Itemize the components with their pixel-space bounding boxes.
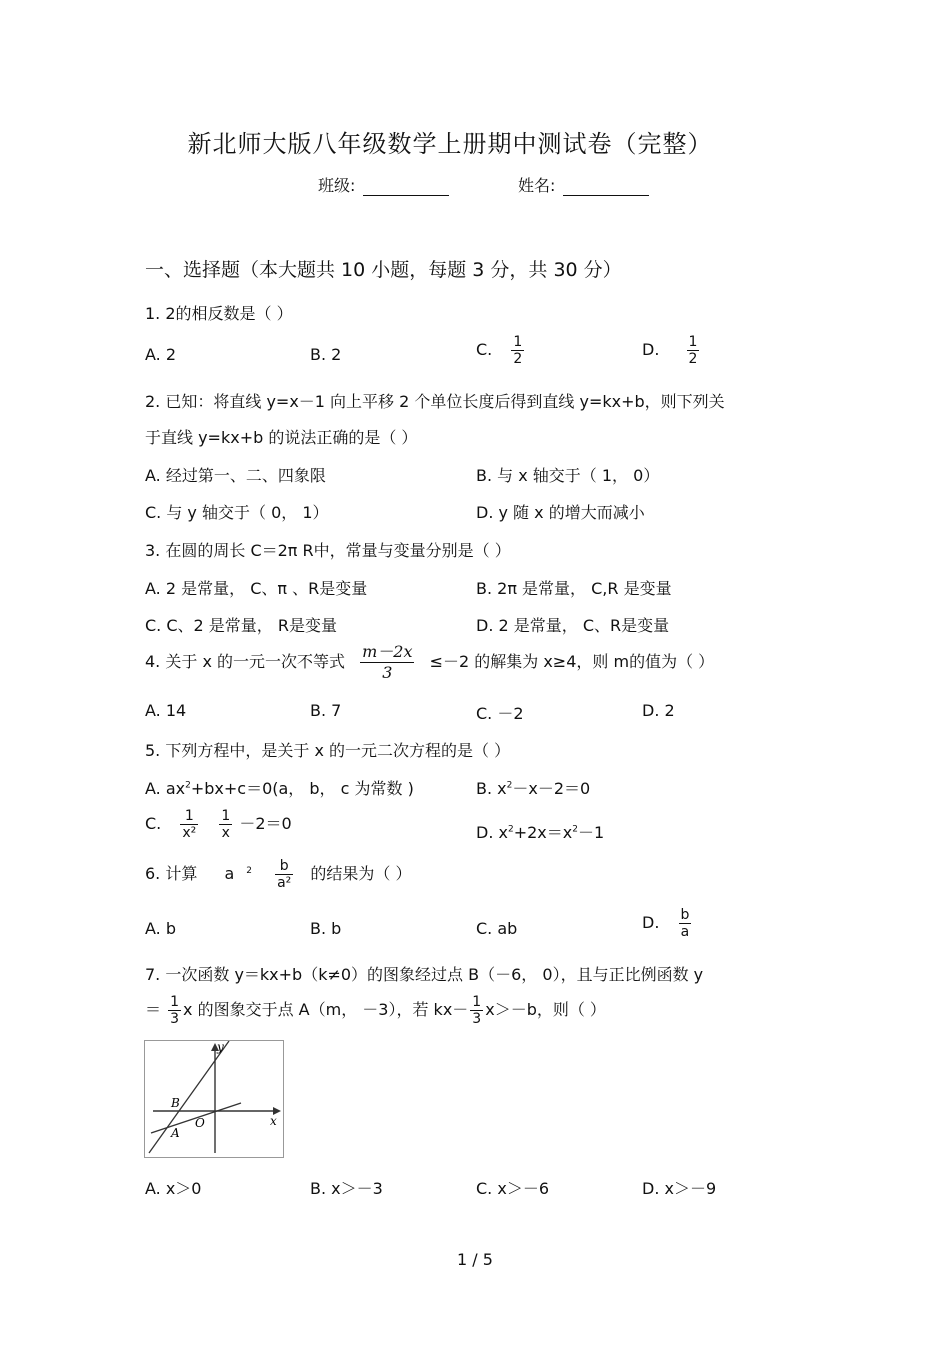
fraction-denominator: 3 bbox=[382, 663, 393, 682]
q7-option-a: A. x＞0 bbox=[145, 1179, 202, 1198]
section-title: 一、选择题（本大题共 10 小题，每题 3 分，共 30 分） bbox=[145, 259, 622, 281]
q5-option-d bbox=[476, 820, 604, 843]
question-2-stem-line2: 于直线 y=kx+b 的说法正确的是（ ） bbox=[145, 428, 418, 447]
q7-option-c: C. x＞－6 bbox=[476, 1179, 549, 1198]
question-6-fraction bbox=[275, 858, 293, 891]
fraction-denominator: 2 bbox=[513, 351, 523, 367]
fraction-numerator: 1 bbox=[221, 808, 231, 824]
question-7-line2-pre: ＝ bbox=[145, 1000, 162, 1019]
fraction-numerator: 1 bbox=[688, 334, 698, 350]
q5-option-d-text-post: －1 bbox=[577, 823, 605, 842]
q7-option-d: D. x＞－9 bbox=[642, 1179, 717, 1198]
q5-option-d-text-mid: +2x＝x bbox=[513, 823, 573, 842]
q5-option-b bbox=[476, 776, 590, 799]
question-3-stem: 3. 在圆的周长 C＝2π R中，常量与变量分别是（ ） bbox=[145, 541, 511, 560]
page-number: 1 / 5 bbox=[457, 1250, 493, 1269]
q1-option-a: A. 2 bbox=[145, 345, 177, 364]
question-7-line2-post: x＞－b，则（ ） bbox=[485, 1000, 606, 1019]
q1-option-c bbox=[476, 334, 526, 367]
q3-option-a: A. 2 是常量， C、π 、R是变量 bbox=[145, 579, 368, 598]
y-axis-label: y bbox=[217, 1041, 224, 1054]
q3-option-c: C. C、2 是常量， R是变量 bbox=[145, 616, 337, 635]
fraction-denominator: 2 bbox=[688, 351, 698, 367]
q6-option-d bbox=[642, 907, 693, 940]
question-4-fraction bbox=[360, 642, 414, 683]
q3-option-b: B. 2π 是常量， C,R 是变量 bbox=[476, 579, 672, 598]
fraction-denominator: a bbox=[680, 924, 690, 940]
q4-option-c: C. －2 bbox=[476, 704, 524, 723]
fraction-numerator: m－2x bbox=[362, 642, 413, 661]
q4-option-a: A. 14 bbox=[145, 701, 187, 720]
superscript: 2 bbox=[507, 824, 514, 835]
x-axis-label: x bbox=[270, 1114, 277, 1128]
q5-option-a-text-post: +bx+c＝0(a， b， c 为常数 ) bbox=[190, 779, 414, 798]
q5-option-c-fraction-2 bbox=[219, 808, 232, 841]
fraction-numerator: 1 bbox=[472, 994, 482, 1010]
q2-option-b: B. 与 x 轴交于（ 1， 0） bbox=[476, 466, 660, 485]
fraction-denominator: 3 bbox=[170, 1011, 180, 1027]
q7-option-b: B. x＞－3 bbox=[310, 1179, 383, 1198]
question-6-stem-pre: 6. 计算 bbox=[145, 864, 198, 883]
q6-option-b: B. b bbox=[310, 919, 342, 938]
q2-option-a: A. 经过第一、二、四象限 bbox=[145, 466, 326, 485]
q1-option-d bbox=[642, 334, 701, 367]
q1-option-d-label: D. bbox=[642, 340, 660, 359]
q2-option-d: D. y 随 x 的增大而减小 bbox=[476, 503, 645, 522]
question-6-stem-post: 的结果为（ ） bbox=[310, 864, 412, 883]
q6-option-d-fraction bbox=[679, 907, 692, 940]
q6-option-c: C. ab bbox=[476, 919, 518, 938]
origin-label: O bbox=[195, 1116, 205, 1130]
question-7-graph bbox=[144, 1040, 284, 1158]
class-field bbox=[318, 173, 449, 196]
superscript: 2 bbox=[246, 865, 252, 876]
q1-option-c-fraction bbox=[511, 334, 524, 367]
superscript: 2 bbox=[506, 780, 513, 791]
point-b-label: B bbox=[171, 1096, 180, 1110]
question-4-stem bbox=[145, 642, 714, 683]
graph-figure bbox=[145, 1041, 283, 1157]
question-7-fraction-2 bbox=[470, 994, 483, 1027]
fraction-denominator: x bbox=[221, 825, 230, 841]
fraction-numerator: b bbox=[279, 858, 289, 874]
q2-option-c: C. 与 y 轴交于（ 0， 1） bbox=[145, 503, 329, 522]
q4-option-b: B. 7 bbox=[310, 701, 342, 720]
superscript: 2 bbox=[185, 780, 191, 791]
question-7-fraction-1 bbox=[168, 994, 181, 1027]
question-5-stem: 5. 下列方程中，是关于 x 的一元二次方程的是（ ） bbox=[145, 741, 511, 760]
question-2-stem-line1: 2. 已知：将直线 y=x－1 向上平移 2 个单位长度后得到直线 y=kx+b，则下列关 bbox=[145, 392, 725, 411]
q5-option-d-text: D. x bbox=[476, 823, 508, 842]
question-6-a-term: a bbox=[224, 864, 235, 883]
question-4-stem-post: ≤－2 的解集为 x≥4，则 m的值为（ ） bbox=[429, 652, 715, 671]
line-through-a-and-b bbox=[149, 1041, 229, 1153]
question-7-line2-mid: x 的图象交于点 A（m， －3），若 kx－ bbox=[183, 1000, 469, 1019]
fraction-denominator: 3 bbox=[472, 1011, 482, 1027]
fraction-denominator: x² bbox=[182, 825, 197, 841]
q3-option-d: D. 2 是常量， C、R是变量 bbox=[476, 616, 670, 635]
q5-option-c bbox=[145, 808, 292, 841]
question-7-stem-line1: 7. 一次函数 y＝kx+b（k≠0）的图象经过点 B（－6， 0），且与正比例函数 y bbox=[145, 965, 704, 984]
question-6-stem bbox=[145, 858, 411, 891]
class-label: 班级: bbox=[318, 176, 356, 195]
q1-option-c-label: C. bbox=[476, 340, 493, 359]
q5-option-a-text: A. ax bbox=[145, 779, 186, 798]
q4-option-d: D. 2 bbox=[642, 701, 675, 720]
point-a-label: A bbox=[171, 1126, 180, 1140]
question-1-stem: 1. 2的相反数是（ ） bbox=[145, 304, 293, 323]
name-field bbox=[518, 173, 649, 196]
question-7-stem-line2 bbox=[145, 994, 606, 1027]
fraction-numerator: 1 bbox=[184, 808, 194, 824]
q6-option-a: A. b bbox=[145, 919, 176, 938]
q5-option-c-text-post: －2＝0 bbox=[239, 814, 292, 833]
q5-option-c-fraction-1 bbox=[180, 808, 198, 841]
name-label: 姓名: bbox=[518, 176, 556, 195]
class-blank bbox=[363, 177, 449, 196]
q1-option-d-fraction bbox=[687, 334, 700, 367]
q5-option-b-text: B. x bbox=[476, 779, 507, 798]
q1-option-b: B. 2 bbox=[310, 345, 342, 364]
q5-option-b-text-post: －x－2＝0 bbox=[512, 779, 591, 798]
fraction-numerator: b bbox=[680, 907, 690, 923]
superscript: 2 bbox=[572, 824, 578, 835]
name-blank bbox=[563, 177, 649, 196]
q6-option-d-label: D. bbox=[642, 913, 660, 932]
q5-option-a bbox=[145, 776, 414, 799]
page-title: 新北师大版八年级数学上册期中测试卷（完整） bbox=[187, 130, 713, 158]
fraction-numerator: 1 bbox=[513, 334, 523, 350]
question-4-stem-pre: 4. 关于 x 的一元一次不等式 bbox=[145, 652, 345, 671]
fraction-denominator: a² bbox=[277, 875, 292, 891]
q5-option-c-label: C. bbox=[145, 814, 162, 833]
fraction-numerator: 1 bbox=[170, 994, 180, 1010]
